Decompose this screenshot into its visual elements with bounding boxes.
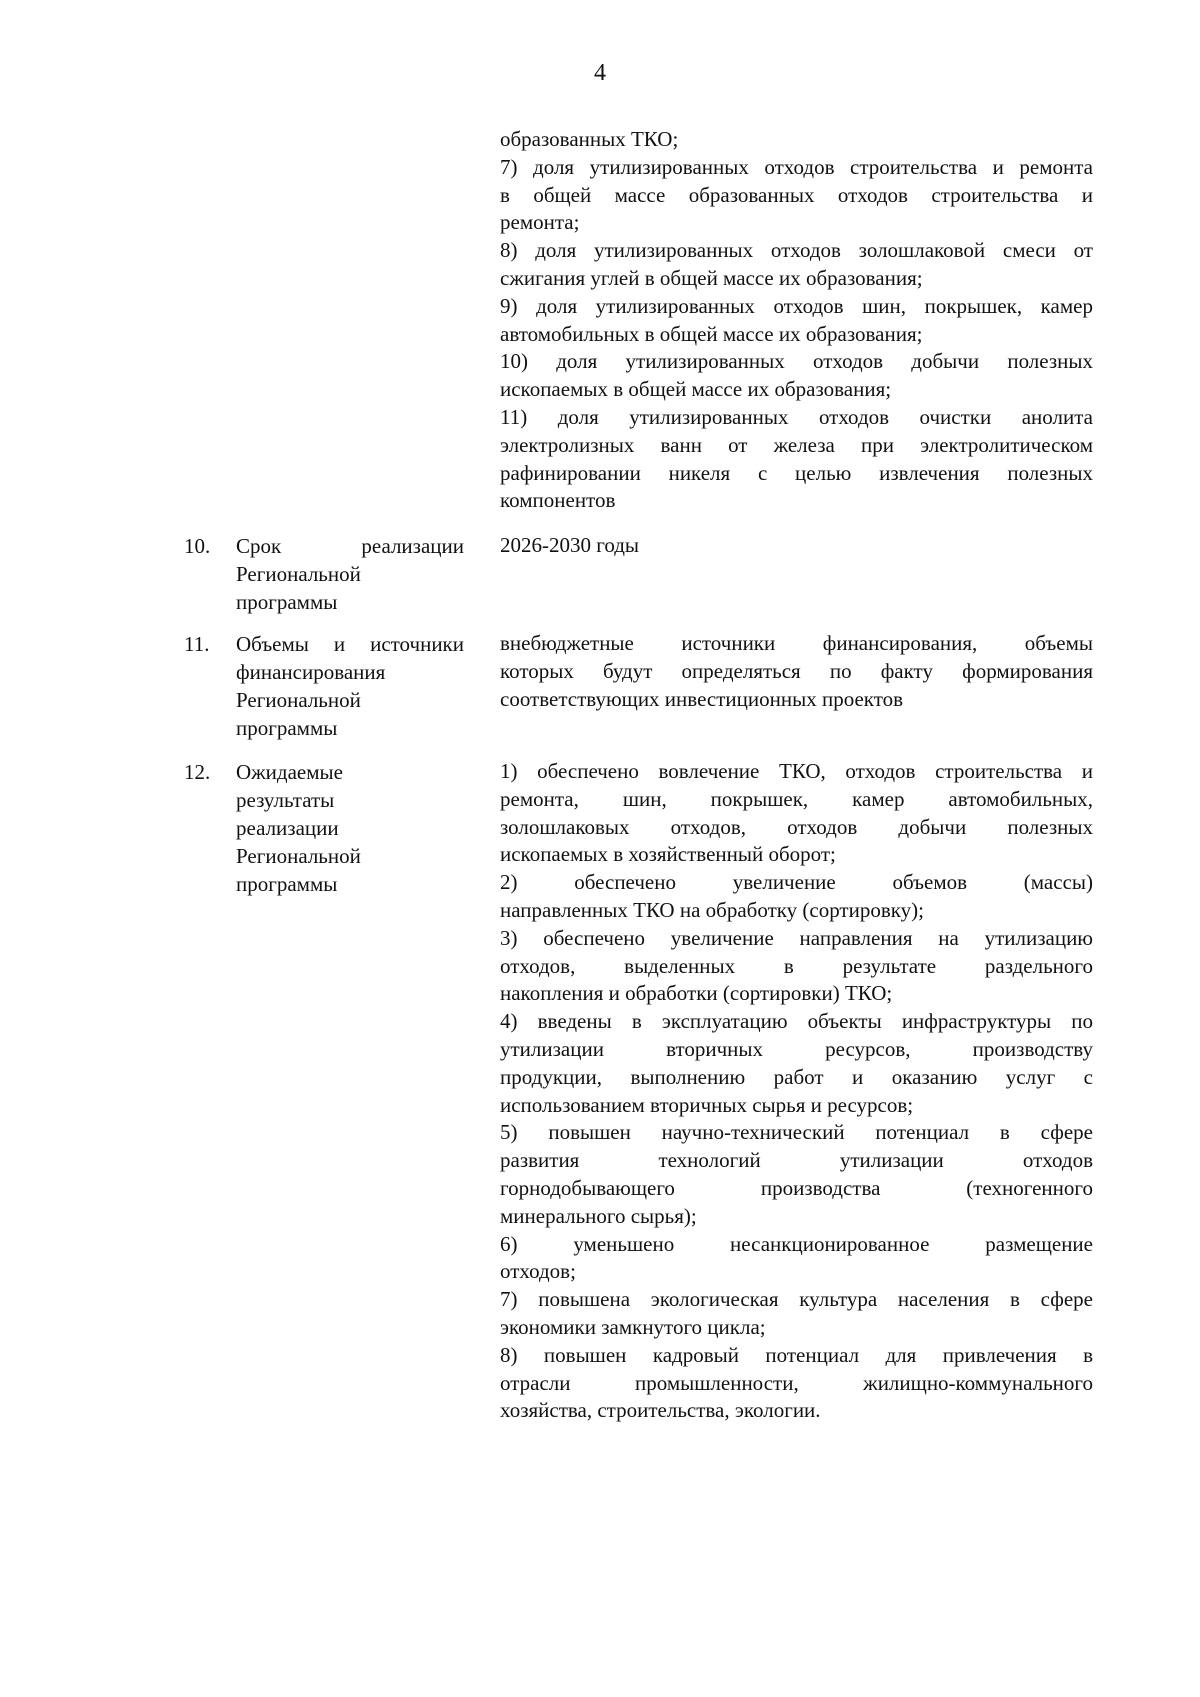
content-line: продукции, выполнению работ и оказанию услуг с xyxy=(500,1064,1093,1089)
label-line: реализации xyxy=(236,816,339,840)
row-label xyxy=(236,630,464,742)
label-line: Объемы и источники xyxy=(236,632,464,656)
row-number: 10. xyxy=(184,534,211,558)
label-line: Региональной xyxy=(236,844,361,868)
content-line: 2026-2030 годы xyxy=(500,533,640,557)
content-line: 4) введены в эксплуатацию объекты инфраструктуры по xyxy=(500,1009,1093,1034)
content-line: которых будут определяться по факту формирования xyxy=(500,658,1093,683)
row-number: 12. xyxy=(184,760,211,784)
content-line: экономики замкнутого цикла; xyxy=(500,1314,766,1339)
text-line: ремонта; xyxy=(500,210,580,235)
label-line: финансирования xyxy=(236,660,386,684)
label-line: программы xyxy=(236,590,338,614)
row-content xyxy=(500,758,1093,1425)
content-line: ископаемых в хозяйственный оборот; xyxy=(500,842,836,867)
content-line: направленных ТКО на обработку (сортировку); xyxy=(500,897,924,922)
content-line: использованием вторичных сырья и ресурсов; xyxy=(500,1092,914,1117)
row-number: 11. xyxy=(184,632,210,656)
label-line: программы xyxy=(236,872,338,896)
continuation-text xyxy=(500,126,1093,515)
label-line: результаты xyxy=(236,788,335,812)
row-content xyxy=(500,532,1093,560)
row-label xyxy=(236,758,464,898)
content-line: 5) повышен научно-технический потенциал в сфере xyxy=(500,1120,1093,1145)
content-line: ремонта, шин, покрышек, камер автомобильных, xyxy=(500,786,1093,811)
page-number: 4 xyxy=(594,60,606,86)
content-line: 8) повышен кадровый потенциал для привлечения в xyxy=(500,1342,1093,1367)
label-line: Ожидаемые xyxy=(236,760,343,784)
text-line: 10) доля утилизированных отходов добычи полезных xyxy=(500,349,1093,374)
content-line: 3) обеспечено увеличение направления на утилизацию xyxy=(500,925,1093,950)
text-line: в общей массе образованных отходов строительства и xyxy=(500,182,1093,207)
content-line: золошлаковых отходов, отходов добычи полезных xyxy=(500,814,1093,839)
content-line: соответствующих инвестиционных проектов xyxy=(500,686,904,711)
row-label xyxy=(236,532,464,616)
label-line: Региональной xyxy=(236,688,361,712)
content-line: 7) повышена экологическая культура населения в сфере xyxy=(500,1287,1093,1312)
text-line: 9) доля утилизированных отходов шин, покрышек, камер xyxy=(500,293,1093,318)
content-line: горнодобывающего производства (техногенного xyxy=(500,1175,1093,1200)
content-line: минерального сырья); xyxy=(500,1203,697,1228)
label-line: Региональной xyxy=(236,562,361,586)
text-line: 7) доля утилизированных отходов строительства и ремонта xyxy=(500,154,1093,179)
content-line: хозяйства, строительства, экологии. xyxy=(500,1398,821,1423)
content-line: развития технологий утилизации отходов xyxy=(500,1148,1093,1173)
content-line: 2) обеспечено увеличение объемов (массы) xyxy=(500,870,1093,895)
text-line: электролизных ванн от железа при электролитическом xyxy=(500,432,1093,457)
text-line: сжигания углей в общей массе их образования; xyxy=(500,265,923,290)
row-content xyxy=(500,630,1093,713)
content-line: накопления и обработки (сортировки) ТКО; xyxy=(500,981,893,1006)
text-line: компонентов xyxy=(500,488,616,513)
text-line: образованных ТКО; xyxy=(500,127,679,151)
text-line: ископаемых в общей массе их образования; xyxy=(500,377,892,402)
content-line: отходов, выделенных в результате раздельного xyxy=(500,953,1093,978)
content-line: внебюджетные источники финансирования, объемы xyxy=(500,631,1093,655)
text-line: рафинировании никеля с целью извлечения полезных xyxy=(500,460,1093,485)
content-line: утилизации вторичных ресурсов, производству xyxy=(500,1036,1093,1061)
text-line: автомобильных в общей массе их образования; xyxy=(500,321,923,346)
content-line: отрасли промышленности, жилищно-коммунального xyxy=(500,1370,1093,1395)
content-line: 1) обеспечено вовлечение ТКО, отходов строительства и xyxy=(500,759,1093,783)
text-line: 8) доля утилизированных отходов золошлаковой смеси от xyxy=(500,238,1093,263)
content-line: 6) уменьшено несанкционированное размещение xyxy=(500,1231,1093,1256)
content-line: отходов; xyxy=(500,1259,576,1284)
label-line: Срок реализации xyxy=(236,534,464,558)
text-line: 11) доля утилизированных отходов очистки анолита xyxy=(500,404,1093,429)
label-line: программы xyxy=(236,716,338,740)
